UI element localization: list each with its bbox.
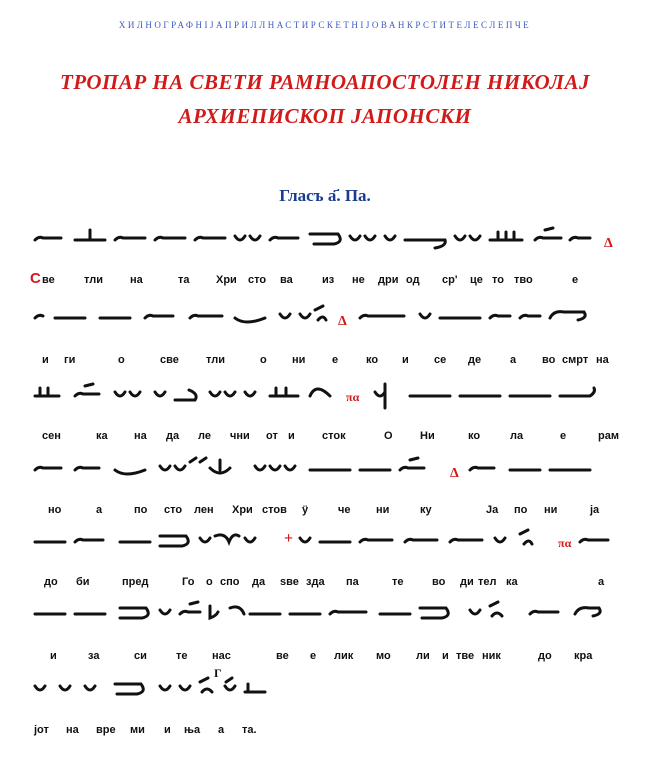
syllable: на <box>596 354 609 366</box>
title-line-1: ТРОПАР НА СВЕТИ РАМНОАПОСТОЛЕН НИКОЛАЈ <box>59 70 591 94</box>
syllable: то <box>492 274 504 286</box>
syllable: би <box>76 576 90 588</box>
syllable: и <box>442 650 449 662</box>
syllable: ӱ <box>302 504 309 516</box>
syllable: пред <box>122 576 149 588</box>
syllable: и <box>288 430 295 442</box>
syllable: та <box>178 274 190 286</box>
syllable: мо <box>376 650 391 662</box>
syllable: сток <box>322 430 346 442</box>
page-header-line: ХИЛНОГРАФНІЈАПРИЛЛНАСТИРСКЕТНІЈОВАНКРСТИТЕЛЕСЛЕПЧЕ <box>118 20 532 30</box>
syllable: до <box>44 576 58 588</box>
syllable: рам <box>598 430 619 442</box>
tone-heading: Гласъ а҃. Па. <box>279 186 371 205</box>
syllable: да <box>166 430 180 442</box>
syllable: нас <box>212 650 231 662</box>
syllable: за <box>88 650 100 662</box>
syllable: те <box>392 576 404 588</box>
syllable: Ја <box>486 504 499 516</box>
lyric-row-7 <box>30 724 620 742</box>
syllable: сто <box>164 504 183 516</box>
syllable: а <box>510 354 517 366</box>
syllable: тве <box>456 650 475 662</box>
syllable: ја <box>590 504 600 516</box>
syllable: по <box>514 504 528 516</box>
neume-row-1 <box>30 222 620 256</box>
syllable: че <box>338 504 351 516</box>
syllable: кра <box>574 650 593 662</box>
syllable: ли <box>416 650 430 662</box>
syllable: Го <box>182 576 195 588</box>
syllable: стов <box>262 504 287 516</box>
delta-mark: Δ <box>338 314 347 329</box>
syllable: ср' <box>442 274 458 286</box>
syllable: е <box>332 354 339 366</box>
syllable: на <box>130 274 143 286</box>
syllable: ка <box>506 576 518 588</box>
syllable: ги <box>64 354 76 366</box>
syllable: е <box>560 430 567 442</box>
syllable: сен <box>42 430 61 442</box>
cross-mark: + <box>284 530 294 547</box>
syllable: е <box>572 274 579 286</box>
syllable: а <box>96 504 103 516</box>
gamma-mark: Г <box>214 666 222 680</box>
syllable: о <box>118 354 125 366</box>
neume-row-4 <box>30 452 620 486</box>
syllable: те <box>176 650 188 662</box>
neume-row-7 <box>30 666 620 706</box>
lyric-row-5 <box>30 576 620 594</box>
syllable: по <box>134 504 148 516</box>
syllable: ле <box>198 430 211 442</box>
syllable: на <box>134 430 147 442</box>
syllable: це <box>470 274 483 286</box>
syllable: лен <box>194 504 214 516</box>
neume-row-3 <box>30 378 620 412</box>
syllable: спо <box>220 576 240 588</box>
syllable: зда <box>306 576 325 588</box>
syllable: и <box>402 354 409 366</box>
syllable: ни <box>544 504 558 516</box>
syllable: све <box>160 354 179 366</box>
syllable: ни <box>292 354 306 366</box>
syllable: на <box>66 724 79 736</box>
lyric-row-4 <box>30 504 620 522</box>
syllable: чни <box>230 430 250 442</box>
syllable: де <box>468 354 482 366</box>
syllable: тли <box>84 274 103 286</box>
syllable: но <box>48 504 62 516</box>
syllable: ве <box>276 650 289 662</box>
syllable: тли <box>206 354 225 366</box>
syllable: ва <box>280 274 293 286</box>
syllable: ни <box>376 504 390 516</box>
syllable: се <box>434 354 447 366</box>
syllable: е <box>310 650 317 662</box>
syllable: а <box>598 576 605 588</box>
syllable: до <box>538 650 552 662</box>
syllable: ка <box>96 430 108 442</box>
syllable: јот <box>34 724 49 736</box>
syllable: сто <box>248 274 267 286</box>
syllable: ку <box>420 504 432 516</box>
syllable: ди <box>460 576 474 588</box>
syllable: Хри <box>216 274 237 286</box>
syllable: ла <box>510 430 524 442</box>
syllable: о <box>206 576 213 588</box>
syllable: ник <box>482 650 501 662</box>
syllable: лик <box>334 650 354 662</box>
lyric-row-1 <box>30 270 620 292</box>
neume-notation-4 <box>30 452 620 486</box>
syllable: ња <box>184 724 201 736</box>
neume-row-6 <box>30 596 620 630</box>
syllable: од <box>406 274 420 286</box>
syllable: ми <box>130 724 145 736</box>
syllable: та. <box>242 724 257 736</box>
syllable: тво <box>514 274 533 286</box>
syllable: ве <box>42 274 55 286</box>
syllable: да <box>252 576 266 588</box>
syllable: а <box>218 724 225 736</box>
neume-row-2 <box>30 300 620 334</box>
syllable: во <box>432 576 446 588</box>
syllable: и <box>42 354 49 366</box>
delta-mark: Δ <box>604 236 613 251</box>
syllable: Хри <box>232 504 253 516</box>
syllable: дри <box>378 274 399 286</box>
syllable: не <box>352 274 365 286</box>
syllable: ѕве <box>280 576 299 588</box>
neume-notation-5 <box>30 524 620 558</box>
syllable: из <box>322 274 335 286</box>
syllable: и <box>50 650 57 662</box>
syllable: вре <box>96 724 116 736</box>
syllable: и <box>164 724 171 736</box>
neume-notation-1 <box>30 222 620 256</box>
delta-mark: Δ <box>450 466 459 481</box>
syllable: О <box>384 430 393 442</box>
lyric-row-3 <box>30 430 620 448</box>
neume-row-5 <box>30 524 620 558</box>
neume-notation-2 <box>30 300 620 334</box>
neume-notation-7 <box>30 672 620 706</box>
neume-notation-3 <box>30 378 620 412</box>
neume-notation-6 <box>30 596 620 630</box>
syllable: во <box>542 354 556 366</box>
pa-mark: πα <box>558 536 572 550</box>
syllable: о <box>260 354 267 366</box>
syllable: си <box>134 650 147 662</box>
lyric-row-6 <box>30 650 620 668</box>
title-line-2: АРХИЕПИСКОП ЈАПОНСКИ <box>178 104 472 128</box>
lyric-row-2 <box>30 354 620 372</box>
syllable: от <box>266 430 278 442</box>
syllable: смрт <box>562 354 589 366</box>
syllable: па <box>346 576 359 588</box>
syllable: ко <box>468 430 481 442</box>
syllable: Ни <box>420 430 435 442</box>
syllable: ко <box>366 354 379 366</box>
pa-mark: πα <box>346 390 360 404</box>
drop-cap: С <box>30 270 41 287</box>
syllable: тел <box>478 576 497 588</box>
